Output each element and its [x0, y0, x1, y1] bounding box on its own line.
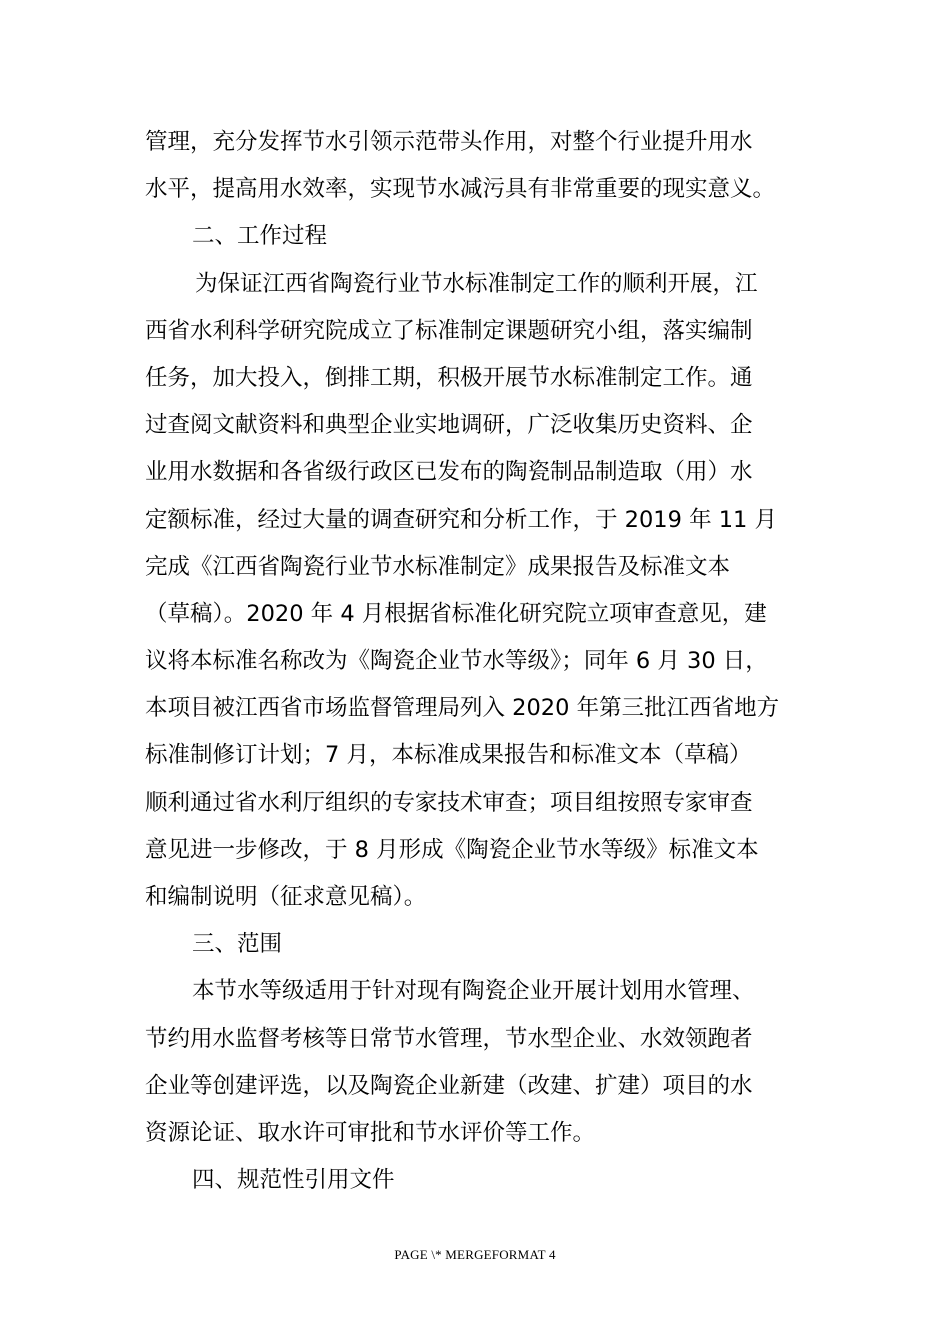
body-text-line: 顺利通过省水利厅组织的专家技术审查；项目组按照专家审查 [145, 789, 753, 816]
body-text-line: 意见进一步修改，于 8 月形成《陶瓷企业节水等级》标准文本 [145, 836, 759, 863]
section-heading-normative-references: 四、规范性引用文件 [192, 1167, 395, 1194]
body-text-line: 业用水数据和各省级行政区已发布的陶瓷制品制造取（用）水 [145, 459, 753, 486]
body-text-line: 为保证江西省陶瓷行业节水标准制定工作的顺利开展，江 [195, 270, 758, 297]
body-text-line: 定额标准，经过大量的调查研究和分析工作，于 2019 年 11 月 [145, 506, 778, 533]
body-text-line: 节约用水监督考核等日常节水管理，节水型企业、水效领跑者 [145, 1025, 753, 1052]
body-text-line: 企业等创建评选，以及陶瓷企业新建（改建、扩建）项目的水 [145, 1072, 753, 1099]
body-text-line: 水平，提高用水效率，实现节水减污具有非常重要的现实意义。 [145, 176, 776, 203]
body-text-line: 完成《江西省陶瓷行业节水标准制定》成果报告及标准文本 [145, 553, 731, 580]
body-text-line: 资源论证、取水许可审批和节水评价等工作。 [145, 1119, 596, 1146]
body-text-line: 和编制说明（征求意见稿）。 [145, 884, 427, 910]
body-text-line: （草稿）。2020 年 4 月根据省标准化研究院立项审查意见，建 [145, 600, 767, 627]
body-text-line: 过查阅文献资料和典型企业实地调研，广泛收集历史资料、企 [145, 412, 753, 439]
body-text-line: 议将本标准名称改为《陶瓷企业节水等级》；同年 6 月 30 日， [145, 648, 768, 675]
body-text-line: 西省水利科学研究院成立了标准制定课题研究小组，落实编制 [145, 317, 753, 344]
document-body [145, 119, 810, 1204]
body-text-line: 任务，加大投入，倒排工期，积极开展节水标准制定工作。通 [145, 364, 753, 391]
body-text-line: 管理，充分发挥节水引领示范带头作用，对整个行业提升用水 [145, 129, 753, 155]
body-text-line: 本项目被江西省市场监督管理局列入 2020 年第三批江西省地方 [145, 695, 780, 722]
body-text-line: 本节水等级适用于针对现有陶瓷企业开展计划用水管理、 [192, 978, 755, 1005]
body-text-line: 标准制修订计划；7 月，本标准成果报告和标准文本（草稿） [145, 742, 752, 769]
page-footer-field-code: PAGE \* MERGEFORMAT 4 [394, 1247, 556, 1262]
section-heading-work-process: 二、工作过程 [192, 223, 328, 250]
section-heading-scope: 三、范围 [192, 931, 283, 958]
